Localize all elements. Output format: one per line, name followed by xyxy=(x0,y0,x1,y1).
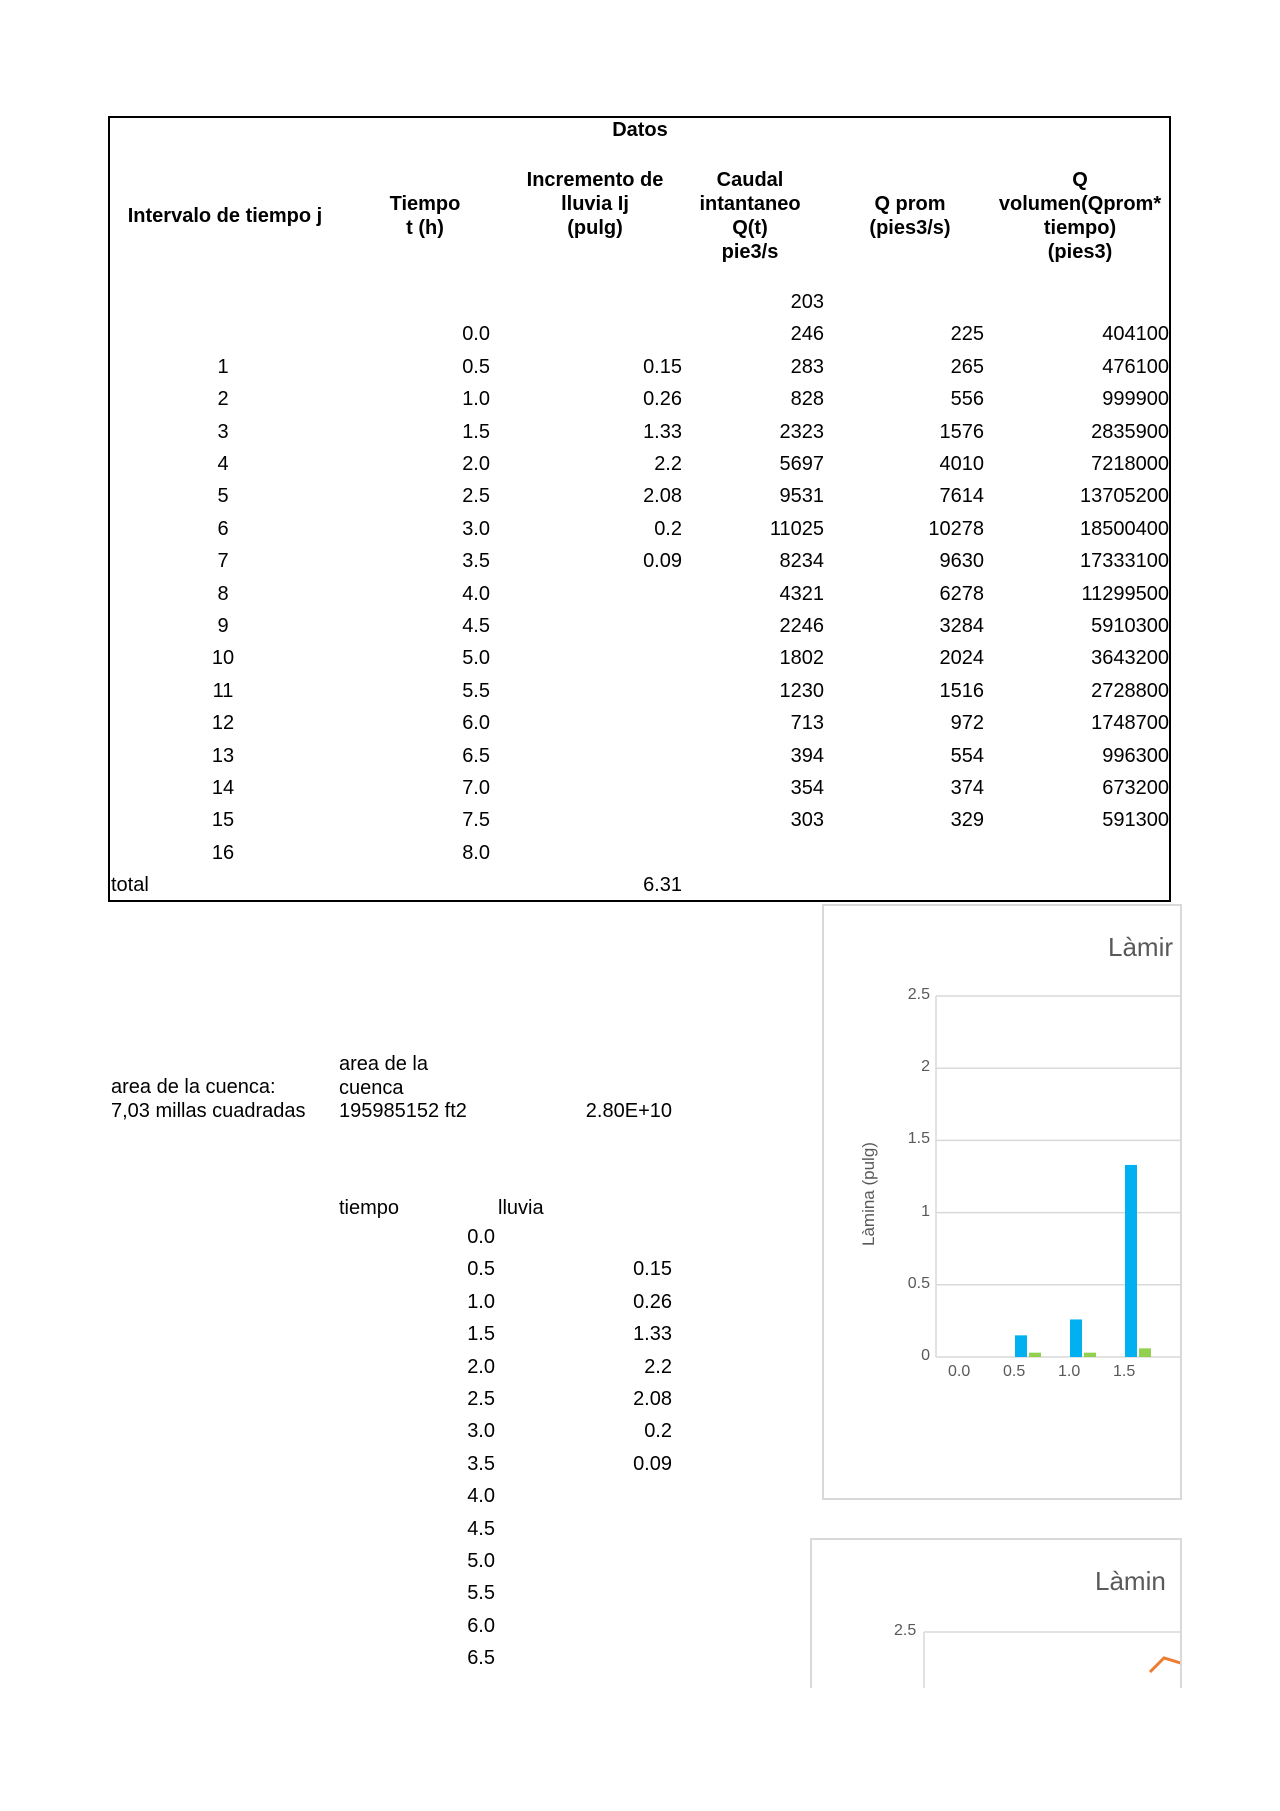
cell-qprom: 4010 xyxy=(939,453,984,475)
rain-list-value: 2.2 xyxy=(644,1355,672,1378)
cell-rain xyxy=(510,772,682,804)
total-label: total xyxy=(111,874,149,897)
cell-qprom: 3284 xyxy=(939,615,984,637)
chart-1-xtick: 0.5 xyxy=(1003,1363,1026,1380)
rain-list-time: 1.5 xyxy=(467,1323,495,1346)
cell-time: 4.5 xyxy=(462,615,490,637)
rain-list-time: 2.0 xyxy=(467,1355,495,1378)
cell-interval: 7 xyxy=(217,550,229,573)
area-miles: 7,03 millas cuadradas xyxy=(111,1100,306,1122)
cell-interval: 5 xyxy=(217,485,229,508)
chart-1-bar-green xyxy=(1084,1353,1096,1357)
table-row xyxy=(110,804,1169,836)
header-qprom: Q prom (pies3/s) xyxy=(869,193,951,239)
chart-1-bar-blue xyxy=(1015,1335,1027,1357)
table-row xyxy=(110,772,1169,804)
chart-1-ytick: 0.5 xyxy=(907,1274,930,1292)
table-row xyxy=(110,513,1169,545)
cell-time: 5.0 xyxy=(462,647,490,670)
table-row xyxy=(110,351,1169,383)
header-flow: Caudal intantaneo Q(t) pie3/s xyxy=(699,169,801,263)
cell-interval: 4 xyxy=(217,453,229,475)
table-row xyxy=(110,318,1169,350)
cell-rain: 0.15 xyxy=(643,355,682,378)
chart-1-bar-blue xyxy=(1070,1319,1082,1357)
cell-time: 7.0 xyxy=(462,777,490,799)
table-row xyxy=(110,740,1169,772)
cell-qprom: 374 xyxy=(950,777,984,799)
rain-list-value: 1.33 xyxy=(633,1323,672,1346)
cell-flow: 203 xyxy=(790,291,824,313)
cell-qprom: 554 xyxy=(950,744,984,767)
cell-rain xyxy=(510,578,682,610)
rain-list-time: 5.0 xyxy=(467,1550,495,1572)
cell-qprom: 7614 xyxy=(939,485,984,508)
cell-qvol xyxy=(990,837,1169,869)
chart-1-xtick: 1.0 xyxy=(1058,1363,1081,1380)
cell-rain: 2.2 xyxy=(654,453,682,475)
cell-interval: 2 xyxy=(217,388,229,411)
cell-flow: 354 xyxy=(790,777,824,799)
cell-interval: 11 xyxy=(212,679,234,702)
cell-qprom: 2024 xyxy=(939,647,984,670)
chart-2-title: Làmin xyxy=(1095,1566,1166,1596)
cell-flow: 1802 xyxy=(779,647,824,670)
cell-qvol: 2728800 xyxy=(1091,679,1169,702)
cell-time: 6.5 xyxy=(462,744,490,767)
cell-flow: 4321 xyxy=(779,582,824,605)
cell-interval: 15 xyxy=(211,809,235,832)
table-row xyxy=(110,545,1169,577)
rain-list-time: 4.5 xyxy=(467,1517,495,1540)
chart-1-bar-green xyxy=(1029,1353,1041,1357)
table-row xyxy=(110,448,1169,480)
chart-1-bar-blue xyxy=(1180,1039,1182,1357)
cell-time: 0.5 xyxy=(462,355,490,378)
cell-time xyxy=(360,286,490,318)
area-scientific: 2.80E+10 xyxy=(585,1100,672,1122)
cell-qvol: 673200 xyxy=(1102,777,1169,799)
cell-qvol: 591300 xyxy=(1102,809,1169,832)
table-row xyxy=(110,383,1169,415)
cell-qvol: 476100 xyxy=(1102,355,1169,378)
area-ft2: 195985152 ft2 xyxy=(339,1100,467,1122)
cell-qprom xyxy=(830,286,984,318)
cell-flow: 2323 xyxy=(779,420,824,443)
cell-interval: 6 xyxy=(217,517,229,540)
cell-qprom: 1576 xyxy=(939,420,984,443)
cell-qvol: 7218000 xyxy=(1091,453,1169,475)
cell-rain xyxy=(510,675,682,707)
area-label: area de la cuenca: xyxy=(111,1076,276,1098)
cell-flow: 713 xyxy=(790,712,824,735)
cell-qvol: 13705200 xyxy=(1080,485,1169,508)
rain-list-value: 0.15 xyxy=(633,1258,672,1281)
rain-list-header-time: tiempo xyxy=(339,1197,400,1219)
cell-rain xyxy=(510,642,682,674)
rain-list-time: 3.0 xyxy=(467,1420,495,1443)
cell-rain: 1.33 xyxy=(643,420,682,443)
rain-list-time: 5.5 xyxy=(467,1582,495,1605)
cell-flow: 2246 xyxy=(779,615,824,637)
table-row xyxy=(110,416,1169,448)
cell-qprom xyxy=(830,837,984,869)
rain-list-value: 0.2 xyxy=(644,1420,672,1443)
cell-flow: 5697 xyxy=(779,453,824,475)
chart-1-xtick: 0.0 xyxy=(948,1363,971,1380)
rain-list-header-rain: lluvia xyxy=(498,1197,544,1219)
rain-list-value: 0.26 xyxy=(633,1290,672,1313)
rain-list-value: 2.08 xyxy=(633,1388,672,1410)
chart-panel-1[interactable] xyxy=(822,904,1182,1500)
cell-rain xyxy=(510,610,682,642)
cell-rain xyxy=(510,837,682,869)
data-table xyxy=(108,116,1171,902)
table-row xyxy=(110,675,1169,707)
cell-time: 5.5 xyxy=(462,679,490,702)
cell-flow: 1230 xyxy=(779,679,824,702)
header-interval: Intervalo de tiempo j xyxy=(127,205,323,227)
chart-1-xtick: 1.5 xyxy=(1113,1363,1136,1380)
cell-qvol: 404100 xyxy=(1102,323,1169,346)
chart-1-title: Làmir xyxy=(1108,932,1174,962)
chart-1-bar-green xyxy=(1139,1348,1151,1357)
cell-time: 0.0 xyxy=(462,323,490,346)
cell-qvol: 17333100 xyxy=(1080,550,1169,573)
chart-1-bar-blue xyxy=(1125,1165,1137,1357)
cell-qprom: 225 xyxy=(950,323,984,346)
cell-qvol: 999900 xyxy=(1102,388,1169,411)
rain-list-time: 1.0 xyxy=(467,1290,495,1313)
cell-time: 3.0 xyxy=(462,517,490,540)
cell-qprom: 10278 xyxy=(928,517,984,540)
cell-rain xyxy=(510,707,682,739)
chart-1-ytick: 2 xyxy=(921,1058,930,1076)
cell-interval xyxy=(110,286,336,318)
cell-qprom: 265 xyxy=(950,355,984,378)
rain-list-time: 6.5 xyxy=(467,1647,495,1670)
cell-rain: 0.09 xyxy=(643,550,682,573)
total-value: 6.31 xyxy=(643,874,682,897)
cell-time: 8.0 xyxy=(462,841,490,864)
cell-qprom: 556 xyxy=(950,388,984,411)
header-rain: Incremento de lluvia Ij (pulg) xyxy=(526,169,664,239)
rain-list-time: 0.0 xyxy=(467,1226,495,1248)
chart-1-ytick: 0 xyxy=(921,1347,930,1364)
chart-panel-2[interactable] xyxy=(810,1538,1182,1688)
cell-qvol: 18500400 xyxy=(1080,517,1169,540)
cell-rain xyxy=(510,804,682,836)
cell-interval: 1 xyxy=(217,355,229,378)
cell-flow: 283 xyxy=(790,355,824,378)
cell-interval: 14 xyxy=(211,777,235,799)
cell-qprom: 329 xyxy=(950,809,984,832)
chart-1-ytick: 1 xyxy=(921,1202,930,1220)
table-row xyxy=(110,707,1169,739)
rain-list-time: 4.0 xyxy=(467,1485,495,1508)
cell-rain: 0.26 xyxy=(643,388,682,411)
chart-2-plot xyxy=(812,1540,1182,1688)
cell-time: 7.5 xyxy=(462,809,490,832)
cell-interval: 12 xyxy=(211,712,235,735)
cell-flow: 9531 xyxy=(779,485,824,508)
cell-interval: 13 xyxy=(211,744,235,767)
chart-1-plot xyxy=(824,906,1182,1500)
cell-rain xyxy=(510,286,682,318)
cell-time: 2.0 xyxy=(462,453,490,475)
cell-time: 1.0 xyxy=(462,388,490,411)
cell-qvol xyxy=(990,286,1169,318)
cell-interval: 8 xyxy=(217,582,229,605)
area-label-2: area de la cuenca xyxy=(339,1053,428,1099)
cell-qvol: 996300 xyxy=(1102,744,1169,767)
table-row xyxy=(110,610,1169,642)
rain-list-time: 6.0 xyxy=(467,1614,495,1637)
chart-1-ylabel: Làmina (pulg) xyxy=(859,1142,878,1246)
header-qvol: Q volumen(Qprom* tiempo) (pies3) xyxy=(998,169,1162,263)
cell-interval: 9 xyxy=(217,615,229,637)
cell-flow: 8234 xyxy=(779,550,824,573)
cell-interval: 10 xyxy=(211,647,235,670)
cell-qvol: 11299500 xyxy=(1081,582,1169,605)
cell-qvol: 1748700 xyxy=(1091,712,1169,735)
cell-time: 6.0 xyxy=(462,712,490,735)
cell-rain xyxy=(510,318,682,350)
cell-qprom: 9630 xyxy=(939,550,984,573)
chart-2-series-line xyxy=(1150,1658,1182,1672)
cell-time: 1.5 xyxy=(462,420,490,443)
table-row xyxy=(110,642,1169,674)
rain-list-value: 0.09 xyxy=(633,1452,672,1475)
cell-time: 3.5 xyxy=(462,550,490,573)
cell-flow xyxy=(670,837,824,869)
rain-list-time: 2.5 xyxy=(467,1388,495,1410)
cell-flow: 303 xyxy=(790,809,824,832)
cell-flow: 394 xyxy=(790,744,824,767)
table-row xyxy=(110,480,1169,512)
cell-qprom: 1516 xyxy=(939,679,984,702)
cell-interval: 16 xyxy=(211,841,235,864)
cell-rain: 2.08 xyxy=(643,485,682,508)
cell-rain xyxy=(510,740,682,772)
table-row xyxy=(110,837,1169,869)
cell-qprom: 972 xyxy=(950,712,984,735)
chart-2-ytick: 2.5 xyxy=(894,1622,917,1639)
table-row xyxy=(110,578,1169,610)
cell-qvol: 3643200 xyxy=(1091,647,1169,670)
cell-time: 2.5 xyxy=(462,485,490,508)
table-title: Datos xyxy=(612,119,668,141)
chart-1-ytick: 1.5 xyxy=(907,1130,930,1148)
cell-qprom: 6278 xyxy=(939,582,984,605)
cell-flow: 828 xyxy=(790,388,824,411)
cell-qvol: 5910300 xyxy=(1091,615,1169,637)
cell-flow: 246 xyxy=(790,323,824,346)
rain-list-time: 0.5 xyxy=(467,1258,495,1281)
cell-qvol: 2835900 xyxy=(1091,420,1169,443)
table-row xyxy=(110,286,1169,318)
cell-time: 4.0 xyxy=(462,582,490,605)
header-time: Tiempo t (h) xyxy=(389,193,461,239)
rain-list-time: 3.5 xyxy=(467,1452,495,1475)
cell-flow: 11025 xyxy=(769,517,824,540)
cell-interval xyxy=(110,318,336,350)
cell-interval: 3 xyxy=(217,420,229,443)
chart-1-ytick: 2.5 xyxy=(907,986,930,1003)
cell-rain: 0.2 xyxy=(654,517,682,540)
